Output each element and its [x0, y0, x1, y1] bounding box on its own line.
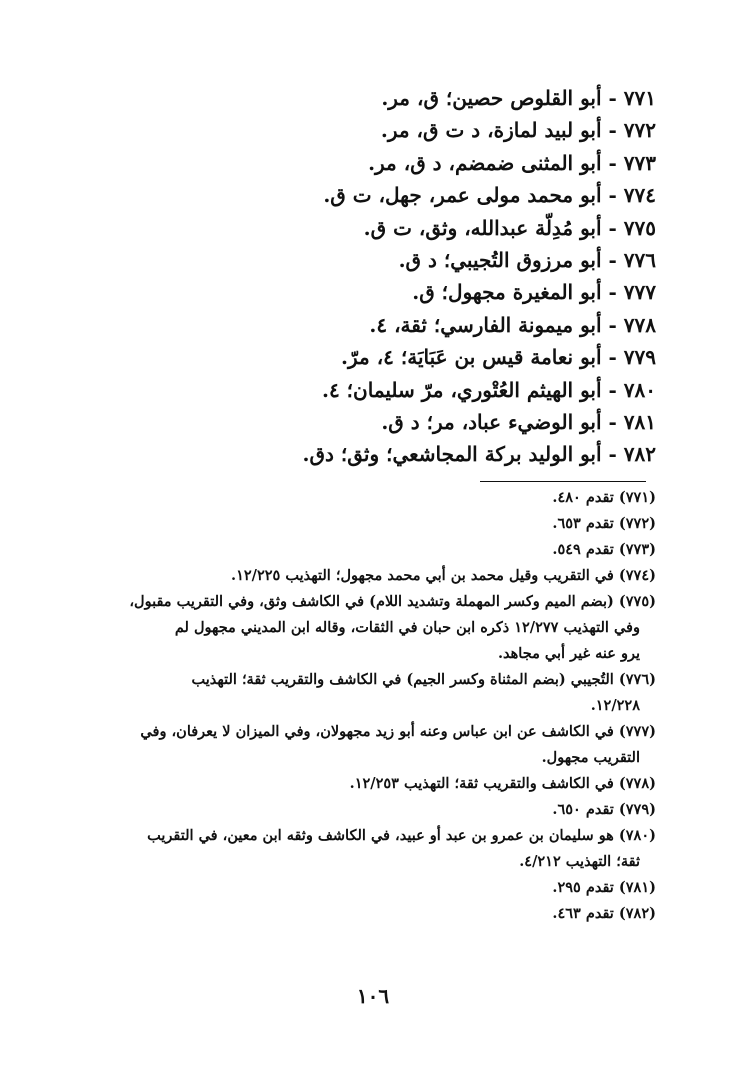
- footnote-line: (٧٧٥) (بضم الميم وكسر المهملة وتشديد اللام) في الكاشف وثق، وفي التقريب مقبول،: [129, 593, 656, 610]
- narrator-entry: ٧٧٢ - أبو لبيد لمازة، د ت ق، مر.: [380, 118, 656, 143]
- footnote-line: (٧٧٩) تقدم ٦٥٠.: [552, 801, 656, 818]
- footnote-line: (٧٧٨) في الكاشف والتقريب ثقة؛ التهذيب ١٢/٢٥٣.: [349, 775, 656, 792]
- footnote-line: يرو عنه غير أبي مجاهد.: [498, 645, 640, 662]
- footnote-line: (٧٧٣) تقدم ٥٤٩.: [552, 541, 656, 558]
- footnote-line: (٧٧١) تقدم ٤٨٠.: [552, 489, 656, 506]
- narrator-entry: ٧٧٤ - أبو محمد مولى عمر، جهل، ت ق.: [323, 183, 656, 208]
- footnote-line: (٧٨٠) هو سليمان بن عمرو بن عبد أو عبيد، في الكاشف وثقه ابن معين، في التقريب: [147, 827, 656, 844]
- footnote-line: (٧٧٢) تقدم ٦٥٣.: [552, 515, 656, 532]
- footnote-divider: [480, 481, 646, 482]
- footnote-line: (٧٧٤) في التقريب وقيل محمد بن أبي محمد مجهول؛ التهذيب ١٢/٢٢٥.: [231, 567, 656, 584]
- narrator-entry: ٧٧٧ - أبو المغيرة مجهول؛ ق.: [412, 280, 656, 305]
- footnote-line: (٧٧٧) في الكاشف عن ابن عباس وعنه أبو زيد مجهولان، وفي الميزان لا يعرفان، وفي: [140, 723, 656, 740]
- page-number: ١٠٦: [356, 984, 390, 1008]
- narrator-entry: ٧٧١ - أبو القلوص حصين؛ ق، مر.: [381, 86, 656, 110]
- narrator-entry: ٧٧٦ - أبو مرزوق التُجيبي؛ د ق.: [398, 247, 656, 272]
- narrator-entry: ٧٨١ - أبو الوضيء عباد، مر؛ د ق.: [381, 409, 656, 434]
- footnote-line: ١٢/٢٢٨.: [590, 697, 640, 714]
- footnote-line: (٧٨١) تقدم ٢٩٥.: [552, 879, 656, 896]
- narrator-entry: ٧٨٢ - أبو الوليد بركة المجاشعي؛ وثق؛ دق.: [302, 442, 656, 467]
- footnote-line: التقريب مجهول.: [541, 749, 640, 766]
- narrator-entry: ٧٧٥ - أبو مُدِلّة عبدالله، وثق، ت ق.: [363, 215, 656, 240]
- narrator-entry: ٧٧٨ - أبو ميمونة الفارسي؛ ثقة، ٤.: [369, 312, 656, 337]
- footnotes: [96, 485, 656, 927]
- footnote-line: (٧٨٢) تقدم ٤٦٣.: [552, 905, 656, 922]
- narrator-entry: ٧٧٩ - أبو نعامة قيس بن عَبَايَة؛ ٤، مرّ.: [341, 345, 656, 370]
- footnote-line: وفي التهذيب ١٢/٢٧٧ ذكره ابن حبان في الثقات، وقاله ابن المديني مجهول لم: [174, 619, 640, 636]
- narrator-entry: ٧٧٣ - أبو المثنى ضمضم، د ق، مر.: [368, 150, 656, 175]
- narrator-list: [236, 82, 656, 471]
- footnote-line: ثقة؛ التهذيب ٤/٢١٢.: [519, 853, 640, 870]
- narrator-entry: ٧٨٠ - أبو الهيثم العُتْوري، مرّ سليمان؛ ٤.: [322, 377, 656, 402]
- footnote-line: (٧٧٦) التُجيبي (بضم المثناة وكسر الجيم) في الكاشف والتقريب ثقة؛ التهذيب: [191, 671, 656, 688]
